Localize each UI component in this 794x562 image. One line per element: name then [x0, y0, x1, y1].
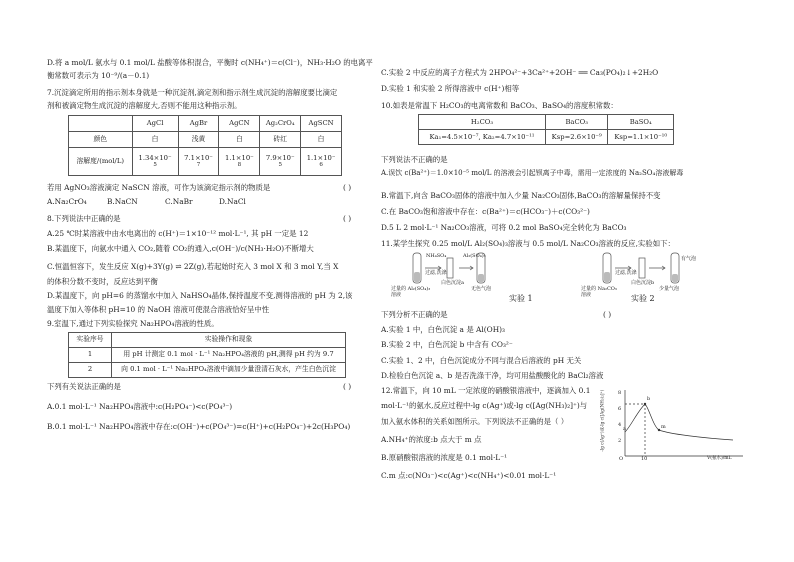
y-tick-label: 4 [618, 422, 622, 428]
experiment-2-label: 实验 2 [631, 293, 655, 303]
right-column [381, 58, 751, 481]
q9-option-a: A.0.1 mol·L⁻¹ Na₂HPO₄溶液中:c(H₂PO₄⁻)<c(PO₄³⁻) [47, 401, 233, 411]
table-cell [260, 148, 301, 176]
q12-stem-line2: mol·L⁻¹的氨水,反应过程中-lg c(Ag⁺)或-lg c([Ag(NH₃)₂]⁺)与 [381, 401, 588, 411]
q9-question: 下列有关说法正确的是 [47, 381, 121, 391]
table-cell: 浅黄 [178, 132, 219, 148]
q11-option-d: D.检验白色沉淀 a、b 是否洗涤干净，均可用盐酸酸化的 BaCl₂溶液 [381, 370, 604, 380]
q12-stem-line3: 加入氨水体积的关系如图所示。下列说法不正确的是（ ） [381, 416, 569, 426]
table-cell [301, 148, 342, 176]
table-cell: 向 0.1 mol · L⁻¹ Na₂HPO₄溶液中滴加少量澄清石灰水，产生白色沉淀 [112, 362, 346, 377]
table-cell: Ka₁=4.5×10⁻⁷, Ka₂=4.7×10⁻¹¹ [419, 129, 546, 144]
y-tick-label: 6 [618, 406, 622, 412]
q8-answer-paren: ( ) [343, 213, 352, 223]
q9-answer-paren: ( ) [343, 381, 352, 391]
q12-option-b: B.原硝酸银溶液的浓度是 0.1 mol·L⁻¹ [381, 453, 508, 462]
reagent-label: NH₄SO₄ [426, 252, 447, 259]
point-b-label: b [647, 396, 651, 402]
q10-option-a: A.误饮 c(Ba²⁺)＝1.0×10⁻⁵ mol/L 的溶液会引起钡离子中毒，需用一定浓度的 Na₂SO₄溶液解毒 [381, 169, 684, 177]
table-row [69, 347, 346, 362]
q12-graph [599, 386, 749, 464]
q7-option-b: B.NaCN [107, 197, 138, 207]
x-tick-origin: O [619, 456, 624, 462]
cell-value: 7.1×10⁻ [184, 153, 213, 162]
table-cell: 白 [132, 132, 178, 148]
q7-stem-line2: 剂和被滴定物生成沉淀的溶解度大,否则不能用这种指示剂。 [47, 100, 242, 110]
q7-question: 若用 AgNO₃溶液滴定 NaSCN 溶液，可作为该滴定指示剂的物质是 [47, 183, 271, 192]
table-row [69, 332, 346, 347]
table-cell: 2 [69, 362, 112, 377]
q11-option-b: B.实验 2 中，白色沉淀 b 中含有 CO₃²⁻ [381, 340, 513, 350]
q8-option-c-line2: 的体积分数不变时，反应达到平衡 [47, 276, 158, 286]
table-cell: 1 [69, 347, 112, 362]
q7-options [47, 197, 367, 206]
q6-option-d-line1: D.将 a mol/L 氨水与 0.1 mol/L 盐酸等体积混合，平衡时 c(NH₄⁺)＝c(Cl⁻)，NH₃·H₂O 的电离平 [47, 58, 373, 67]
table-cell: 白 [301, 132, 342, 148]
table-cell: BaCO₃ [546, 114, 608, 129]
table-cell [69, 116, 133, 132]
table-cell: 实验序号 [69, 332, 112, 347]
q12-option-c: C.m 点:c(NO₃⁻)<c(Ag⁺)<c(NH₄⁺)<0.01 mol·L⁻¹ [381, 471, 557, 481]
q11-answer-paren: ( ) [603, 309, 612, 319]
table-cell: 溶解度/(mol/L) [69, 148, 133, 176]
cell-value: 7.9×10⁻ [265, 153, 295, 162]
q9-title: 9.室温下,通过下列实验探究 Na₂HPO₄溶液的性质。 [47, 319, 219, 329]
table-cell [132, 148, 178, 176]
q8-option-a: A.25 ℃时某溶液中由水电离出的 c(H⁺)＝1×10⁻¹² mol·L⁻¹, 其 pH 一定是 12 [47, 228, 309, 238]
table-cell: 砖红 [260, 132, 301, 148]
q10-option-b: B.常温下,向含 BaCO₃固体的溶液中加入少量 Na₂CO₃固体,BaCO₃的溶解量保持不变 [381, 190, 661, 200]
q11-experiment-figure [381, 250, 751, 306]
y-tick-label: 8 [618, 390, 622, 396]
wash-label: 过滤,洗涤 [425, 269, 447, 276]
y-axis-label: -lg c(Ag⁺)或-lg c([Ag(NH₃)₂]⁺) [599, 389, 605, 452]
table-cell: AgCl [132, 116, 178, 132]
table-cell: H₂CO₃ [419, 114, 546, 129]
q11-option-c: C.实验 1、2 中，白色沉淀成分不同与混合后溶液的 pH 无关 [381, 355, 582, 365]
q7-option-a: A.Na₂CrO₄ [47, 197, 87, 207]
q11-option-a: A.实验 1 中，白色沉淀 a 是 Al(OH)₃ [381, 325, 505, 334]
q7-option-c: C.NaBr [165, 197, 193, 207]
q8-option-d-line2: 温度下加入等体积 pH=10 的 NaOH 溶液可使混合溶液恰好呈中性 [47, 305, 270, 314]
q10-option-d: D.5 L 2 mol·L⁻¹ Na₂CO₃溶液，可将 0.2 mol BaSO₄完全转化为 BaCO₃ [381, 223, 627, 233]
q7-option-d: D.NaCl [219, 197, 246, 207]
table-cell: 用 pH 计测定 0.1 mol · L⁻¹ Na₂HPO₄溶液的 pH,测得 pH 约为 9.7 [112, 347, 346, 362]
x-tick-label: 10 [641, 456, 648, 462]
table-cell: 颜色 [69, 132, 133, 148]
precipitate-b-label: 白色沉淀b [631, 279, 655, 286]
q12-option-a: A.NH₄⁺的浓度:b 点大于 m 点 [381, 434, 482, 444]
q8-option-c-line1: C.恒温恒容下，发生反应 X(g)+3Y(g) ⇌ 2Z(g),若起始时充入 3 mol X 和 3 mol Y,当 X [47, 262, 339, 272]
q7-stem-line1: 7.沉淀滴定所用的指示剂本身就是一种沉淀剂,滴定剂和指示剂生成沉淀的溶解度要比滴定 [47, 87, 338, 97]
cell-exponent: 5 [153, 162, 157, 169]
x-axis-label: V(氨水)/mL [707, 456, 732, 461]
q7-solubility-table [68, 115, 342, 176]
q11-intro: 11.某学生探究 0.25 mol/L Al₂(SO₄)₃溶液与 0.5 mol/L Na₂CO₃溶液的反应,实验如下： [381, 238, 675, 248]
q12-stem-line1: 12.常温下，向 10 mL 一定浓度的硝酸银溶液中，逐滴加入 0.1 [381, 386, 591, 395]
q10-option-c: C.在 BaCO₃饱和溶液中存在：c(Ba²⁺)＝c(HCO₃⁻)＋c(CO₃²⁻) [381, 207, 590, 216]
table-cell: 白 [219, 132, 260, 148]
gas-label: 少量气泡 [659, 285, 680, 292]
bubbles-label: 无色气泡 [471, 285, 492, 292]
curve-rising [625, 404, 645, 432]
cell-value: 1.1×10⁻ [306, 153, 336, 162]
table-row [69, 362, 346, 377]
experiment-1-label: 实验 1 [509, 293, 533, 303]
cell-exponent: 8 [237, 162, 242, 169]
q9-option-b: B.0.1 mol·L⁻¹ Na₂HPO₄溶液中存在:c(OH⁻)+c(PO₄³⁻)=c(H⁺)+c(H₂PO₄⁻)+2c(H₃PO₄) [47, 422, 351, 431]
precipitate-a-label: 白色沉淀a [441, 279, 464, 286]
q9-experiment-table [68, 332, 346, 378]
table-row [419, 129, 674, 144]
point-m [658, 429, 660, 431]
cell-value: 1.34×10⁻ [138, 153, 172, 162]
table-cell: AgBr [178, 116, 219, 132]
q10-intro: 10.如表是常温下 H₂CO₃的电离常数和 BaCO₃、BaSO₄的溶度积常数： [381, 100, 618, 110]
q8-title: 8.下列说法中正确的是 [47, 213, 121, 223]
q6-option-d-line2: 衡常数可表示为 10⁻⁹/(a－0.1) [47, 71, 150, 81]
q9-option-c: C.实验 2 中反应的离子方程式为 2HPO₄²⁻+3Ca²⁺+2OH⁻ ══ Ca₃(PO₄)₂↓+2H₂O [381, 68, 659, 77]
y-tick-label: 2 [618, 438, 622, 444]
table-row [69, 116, 342, 132]
q8-option-d-line1: D.某温度下，向 pH=6 的蒸馏水中加入 NaHSO₄晶体,保持温度不变,测得溶液的 pH 为 2,该 [47, 290, 353, 300]
table-row [69, 132, 342, 148]
table-cell: Ksp=2.6×10⁻⁹ [546, 129, 608, 144]
bubbles-label: 有气泡 [681, 255, 697, 262]
excess-label: 过量的 Na₂CO₃溶液 [581, 285, 617, 298]
left-column [47, 58, 373, 431]
point-b [644, 403, 646, 405]
table-cell: Ag₂CrO₄ [260, 116, 301, 132]
reagent-label: Al₂(SO₄)₃ [463, 252, 486, 259]
q9-option-d: D.实验 1 和实验 2 所得溶液中 c(H⁺)相等 [381, 84, 520, 94]
table-cell: 实验操作和现象 [112, 332, 346, 347]
table-cell [219, 148, 260, 176]
q11-question: 下列分析不正确的是 [381, 309, 448, 319]
point-m-label: m [661, 424, 666, 430]
table-cell: AgCN [219, 116, 260, 132]
point-a-label: a [623, 426, 626, 432]
wash-label: 过滤,洗涤 [615, 269, 637, 276]
q8-option-b: B.某温度下，向氨水中通入 CO₂,随着 CO₂的通入,c(OH⁻)/c(NH₃·H₂O)不断增大 [47, 244, 314, 253]
cell-exponent: 7 [196, 162, 201, 169]
table-cell: BaSO₄ [608, 114, 674, 129]
q12-graph-svg [603, 386, 749, 464]
table-cell: Ksp=1.1×10⁻¹⁰ [608, 129, 674, 144]
curve-falling [645, 404, 733, 440]
q7-answer-paren: ( ) [343, 183, 352, 192]
table-cell [178, 148, 219, 176]
q10-question: 下列说法不正确的是 [381, 154, 448, 164]
excess-label: 过量的 Al₂(SO₄)₃溶液 [391, 285, 431, 298]
cell-value: 1.1×10⁻ [225, 153, 254, 162]
table-cell: AgSCN [301, 116, 342, 132]
cell-exponent: 5 [278, 162, 282, 169]
table-row [419, 114, 674, 129]
cell-exponent: 6 [319, 162, 323, 169]
q10-constants-table [418, 114, 674, 145]
table-row [69, 148, 342, 176]
